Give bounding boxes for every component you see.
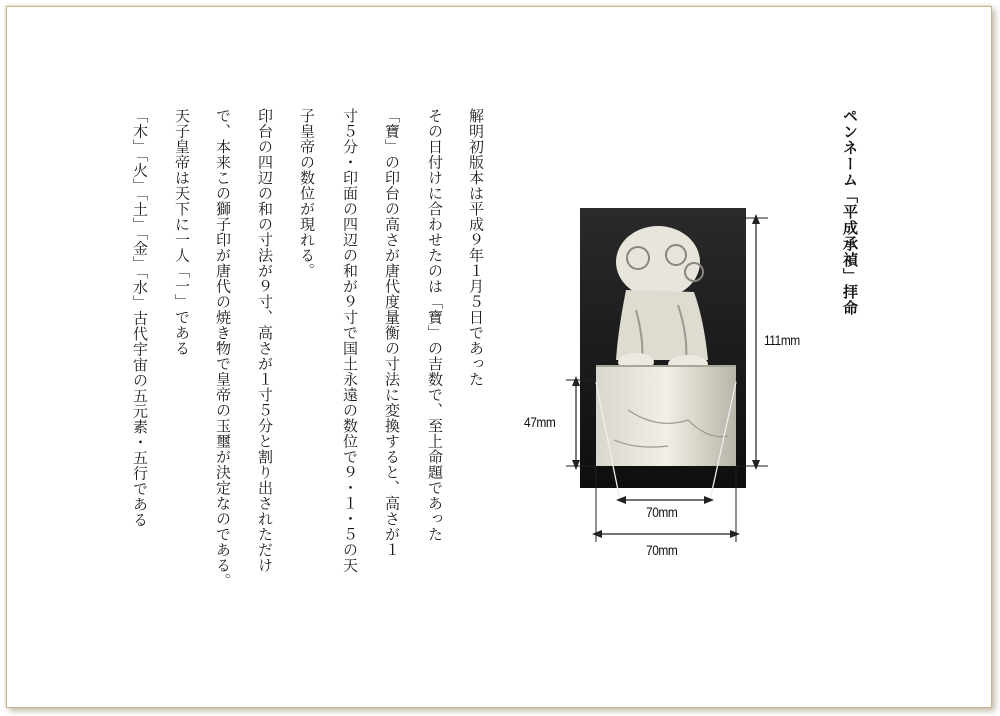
text-column-2: その日付けに合わせたのは「寶」の吉数で、至上命題であった <box>426 108 444 542</box>
author-line: ペンネーム「平成承禎」拝命 <box>841 108 859 316</box>
text-column-5: 子皇帝の数位が現れる。 <box>298 108 316 279</box>
text-column-8: 天子皇帝は天下に一人「一」である <box>173 108 191 356</box>
dimension-label-111: 111mm <box>764 332 800 348</box>
text-column-1: 解明初版本は平成９年１月５日であった <box>467 108 485 387</box>
dimension-label-70-face: 70mm <box>646 504 678 520</box>
text-column-9: 「木」「火」「土」「金」「水」古代宇宙の五元素・五行である <box>131 108 149 528</box>
text-column-7: で、本来この獅子印が唐代の焼き物で皇帝の玉璽が決定なのである。 <box>214 108 232 589</box>
text-column-4: 寸５分・印面の四辺の和が９寸で国土永遠の数位で９・１・５の天 <box>341 108 359 573</box>
dimension-label-70-base: 70mm <box>646 542 678 558</box>
lion-seal-figure <box>518 200 818 570</box>
text-column-3: 「寶」の印台の高さが唐代度量衡の寸法に変換すると、高さが１ <box>383 108 401 558</box>
dimension-label-47: 47mm <box>524 414 556 430</box>
text-column-6: 印台の四辺の和の寸法が９寸、高さが１寸５分と割り出されただけ <box>256 108 274 573</box>
